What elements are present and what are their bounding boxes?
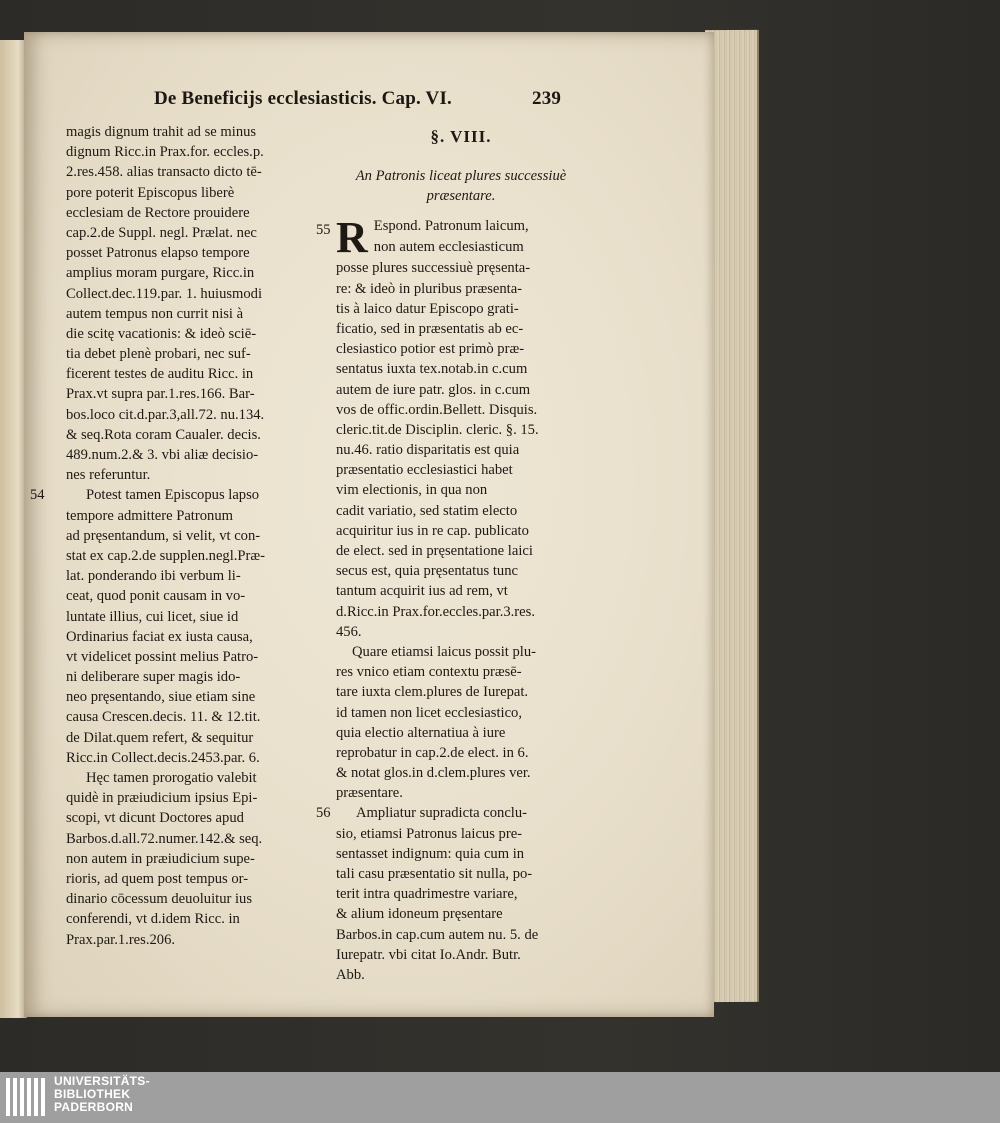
margin-number-54: 54	[30, 487, 45, 504]
para55-line: reprobatur in cap.2.de elect. in 6.	[336, 744, 529, 761]
para55-line: tantum acquirit ius ad rem, vt	[336, 583, 508, 600]
para54-line: neo pręsentando, siue etiam sine	[66, 689, 256, 706]
para54-line: ad pręsentandum, si velit, vt con-	[66, 527, 261, 544]
para55-line: vos de offic.ordin.Bellett. Disquis.	[336, 401, 538, 418]
left-text-line: & seq.Rota coram Caualer. decis.	[66, 426, 261, 443]
right-column	[316, 122, 586, 985]
library-footer-bar	[0, 1072, 1000, 1123]
para54-line: conferendi, vt d.idem Ricc. in	[66, 911, 240, 928]
para55-line: vim electionis, in qua non	[336, 482, 488, 499]
drop-cap: R	[336, 213, 368, 263]
paragraph-56	[316, 803, 586, 985]
para56-line: sentasset indignum: quia cum in	[336, 845, 525, 862]
para56-line: terit intra quadrimestre variare,	[336, 886, 518, 903]
para54-line: tempore admittere Patronum	[66, 507, 233, 524]
para54-line: Hęc tamen prorogatio valebit	[86, 770, 257, 786]
para54-line: Prax.par.1.res.206.	[66, 931, 176, 948]
paragraph-55	[316, 213, 586, 803]
para56-line: tali casu præsentatio sit nulla, po-	[336, 866, 533, 882]
left-text-line: tia debet plenè probari, nec suf-	[66, 346, 251, 363]
para55-line: d.Ricc.in Prax.for.eccles.par.3.res.	[336, 603, 535, 620]
left-text-line: 2.res.458. alias transacto dicto tē-	[66, 164, 262, 181]
para55-line: cleric.tit.de Disciplin. cleric. §. 15.	[336, 421, 539, 438]
left-text-line: amplius moram purgare, Ricc.in	[66, 265, 255, 282]
para56-line: Iurepatr. vbi citat Io.Andr. Butr.	[336, 946, 521, 963]
left-text-line: dignum Ricc.in Prax.for. eccles.p.	[66, 144, 264, 161]
para54-line: vt videlicet possint melius Patro-	[66, 648, 259, 665]
logo-line-3: PADERBORN	[54, 1100, 134, 1114]
para55-line: & notat glos.in d.clem.plures ver.	[336, 765, 531, 782]
para54-line: causa Crescen.decis. 11. & 12.tit.	[66, 709, 261, 726]
left-text-line: nes referuntur.	[66, 467, 151, 484]
para55-line: quia electio alternatiua à iure	[336, 724, 506, 741]
para56-line: & alium idoneum pręsentare	[336, 906, 503, 923]
para54-line: scopi, vt dicunt Doctores apud	[66, 810, 244, 827]
question-line-1: An Patronis liceat plures successiuè	[355, 168, 567, 184]
para56-line: sio, etiamsi Patronus laicus pre-	[336, 825, 523, 842]
para54-line: Barbos.d.all.72.numer.142.& seq.	[66, 830, 263, 847]
left-page-edge	[0, 40, 27, 1018]
section-title: §. VIII.	[430, 127, 492, 146]
logo-line-2: BIBLIOTHEK	[54, 1087, 131, 1101]
logo-line-1: UNIVERSITÄTS-	[54, 1074, 150, 1088]
page-number: 239	[532, 88, 562, 109]
para54-line: lat. ponderando ibi verbum li-	[66, 568, 241, 585]
para54-line: dinario cōcessum deuoluitur ius	[66, 891, 253, 908]
left-text-line: autem tempus non currit nisi à	[66, 305, 244, 322]
left-text-line: Collect.dec.119.par. 1. huiusmodi	[66, 285, 263, 302]
running-head	[154, 88, 574, 110]
left-text-line: pore poterit Episcopus liberè	[66, 184, 235, 201]
para54-line: luntate illius, cui licet, siue id	[66, 608, 239, 625]
para54-line: Ordinarius faciat ex iusta causa,	[66, 628, 253, 645]
para54-line: ceat, quod ponit causam in vo-	[66, 588, 246, 605]
para55-line: ficatio, sed in præsentatis ab ec-	[336, 320, 524, 337]
para55-line: tis à laico datur Episcopo grati-	[336, 300, 519, 317]
para55-line: autem de iure patr. glos. in c.cum	[336, 381, 531, 398]
para54-line: non autem in præiudicium supe-	[66, 850, 255, 867]
para54-line: de Dilat.quem refert, & sequitur	[66, 729, 254, 746]
para55-line: præsentare.	[336, 785, 403, 802]
margin-number-55: 55	[316, 222, 331, 239]
para55-line: sentatus iuxta tex.notab.in c.cum	[336, 361, 528, 378]
left-column	[30, 122, 316, 950]
left-text-line: posset Patronus elapso tempore	[66, 245, 250, 262]
para56-line: Barbos.in cap.cum autem nu. 5. de	[336, 926, 539, 943]
para56-line: Ampliatur supradicta conclu-	[356, 805, 528, 822]
library-logo-icon	[4, 1074, 48, 1120]
left-text-line: Prax.vt supra par.1.res.166. Bar-	[66, 386, 255, 403]
para55-line: præsentatio ecclesiastici habet	[336, 462, 513, 479]
left-text-line: bos.loco cit.d.par.3,all.72. nu.134.	[66, 406, 265, 423]
para54-line: quidè in præiudicium ipsius Epi-	[66, 790, 258, 807]
para55-line: cadit variatio, sed statim electo	[336, 502, 518, 519]
para55-line-2: non autem ecclesiasticum	[373, 238, 524, 255]
para55-line: 456.	[336, 623, 362, 640]
para55-line: nu.46. ratio disparitatis est quia	[336, 442, 520, 459]
para54-line: ni deliberare super magis ido-	[66, 669, 241, 686]
para54-line: Potest tamen Episcopus lapso	[86, 487, 260, 504]
left-text-line: magis dignum trahit ad se minus	[66, 124, 257, 140]
para55-line: posse plures successiuè pręsenta-	[336, 260, 531, 277]
left-text-line: ecclesiam de Rectore prouidere	[66, 204, 250, 221]
para54-line: rioris, ad quem post tempus or-	[66, 870, 249, 887]
running-title: De Beneficijs ecclesiasticis. Cap. VI.	[154, 88, 452, 109]
paragraph-54	[30, 485, 316, 949]
para55-line: clesiastico potior est primò præ-	[336, 341, 525, 358]
para55-line: Quare etiamsi laicus possit plu-	[352, 643, 537, 660]
para54-line: stat ex cap.2.de supplen.negl.Præ-	[66, 547, 265, 564]
left-continuation-text	[66, 122, 316, 485]
question-line-2: præsentare.	[426, 188, 496, 205]
para55-line: res vnico etiam contextu præsē-	[336, 664, 522, 681]
para54-line: Ricc.in Collect.decis.2453.par. 6.	[66, 749, 260, 766]
para55-line: de elect. sed in pręsentatione laici	[336, 543, 533, 559]
library-logo-text	[54, 1075, 150, 1114]
para56-line: Abb.	[336, 966, 365, 983]
margin-number-56: 56	[316, 805, 331, 822]
left-text-line: die scitę vacationis: & ideò sciē-	[66, 325, 257, 342]
para55-line-1: Espond. Patronum laicum,	[373, 218, 529, 235]
para55-line: acquiritur ius in re cap. publicato	[336, 522, 529, 539]
para55-line: re: & ideò in pluribus præsenta-	[336, 280, 523, 297]
left-text-line: ficerent testes de auditu Ricc. in	[66, 366, 254, 383]
para55-line: secus est, quia pręsentatus tunc	[336, 563, 518, 580]
left-text-line: 489.num.2.& 3. vbi aliæ decisio-	[66, 447, 259, 463]
para55-line: id tamen non licet ecclesiastico,	[336, 704, 522, 721]
left-text-line: cap.2.de Suppl. negl. Prælat. nec	[66, 224, 257, 241]
para55-line: tare iuxta clem.plures de Iurepat.	[336, 684, 529, 701]
